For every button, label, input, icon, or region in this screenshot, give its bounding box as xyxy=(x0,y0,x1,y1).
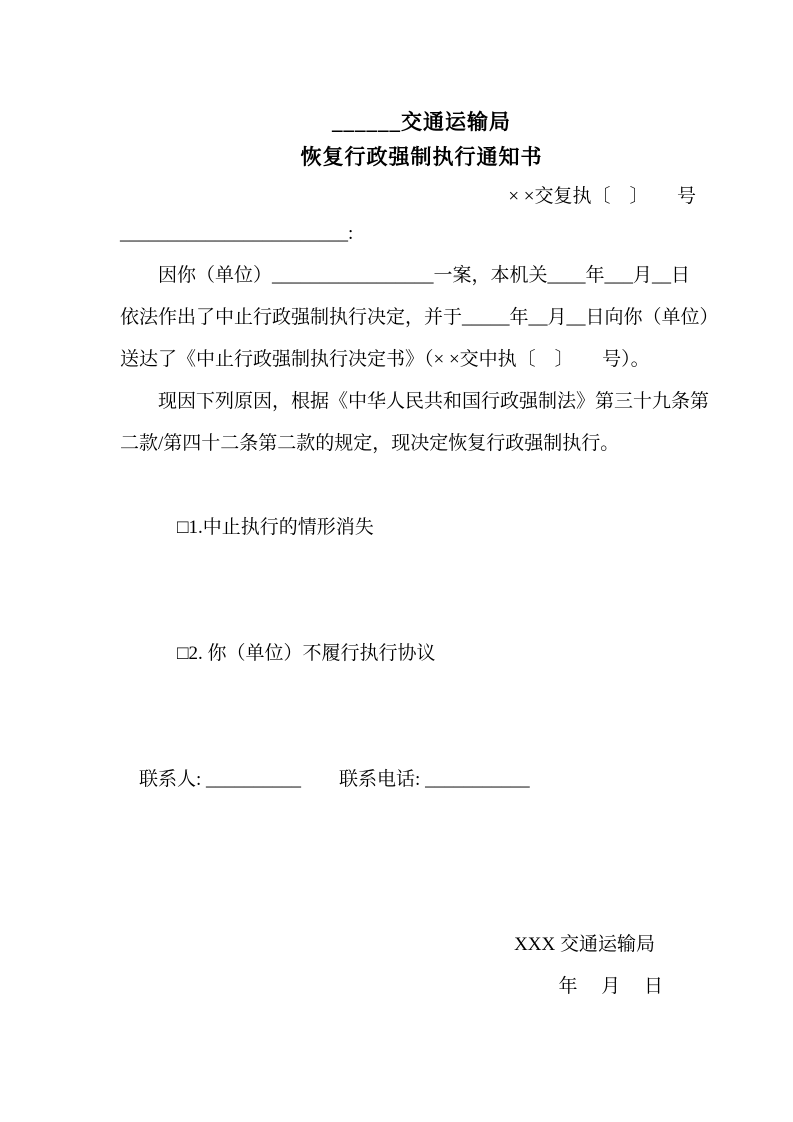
option-label: 1.中止执行的情形消失 xyxy=(188,517,374,538)
checkbox-icon: □ xyxy=(177,517,189,538)
document-title: 恢复行政强制执行通知书 xyxy=(300,145,543,169)
contact-row xyxy=(120,717,723,843)
contact-phone-label: 联系电话: xyxy=(339,769,426,790)
agency-title: ______交通运输局 xyxy=(332,110,511,134)
body-line: 现因下列原因，根据《中华人民共和国行政强制法》第三十九条第 xyxy=(158,391,710,412)
contact-person-blank: __________ xyxy=(206,769,302,790)
body-line: 送达了《中止行政强制执行决定书》（× ×交中执〔 〕 号）。 xyxy=(120,349,650,370)
option-row-2 xyxy=(120,591,723,717)
body-line: 依法作出了中止行政强制执行决定，并于_____年__月__日向你（单位） xyxy=(120,307,719,328)
checkbox-icon: □ xyxy=(177,643,189,664)
body-line: 二款/第四十二条第二款的规定，现决定恢复行政强制执行。 xyxy=(120,433,620,454)
document-number: × ×交复执〔 〕 号 xyxy=(508,186,696,207)
signature-agency: XXX 交通运输局 xyxy=(514,934,655,955)
option-label: 2. 你（单位）不履行执行协议 xyxy=(188,643,436,664)
signature-date: 年 月 日 xyxy=(558,976,663,997)
addressee-blank-line: ________________________: xyxy=(120,223,354,244)
contact-phone-blank: ___________ xyxy=(425,769,530,790)
body-line: 因你（单位）_________________一案，本机关____年___月__日 xyxy=(158,265,691,286)
contact-person-label: 联系人: xyxy=(139,769,207,790)
option-row-1 xyxy=(120,465,723,591)
contact-gap xyxy=(301,769,339,790)
